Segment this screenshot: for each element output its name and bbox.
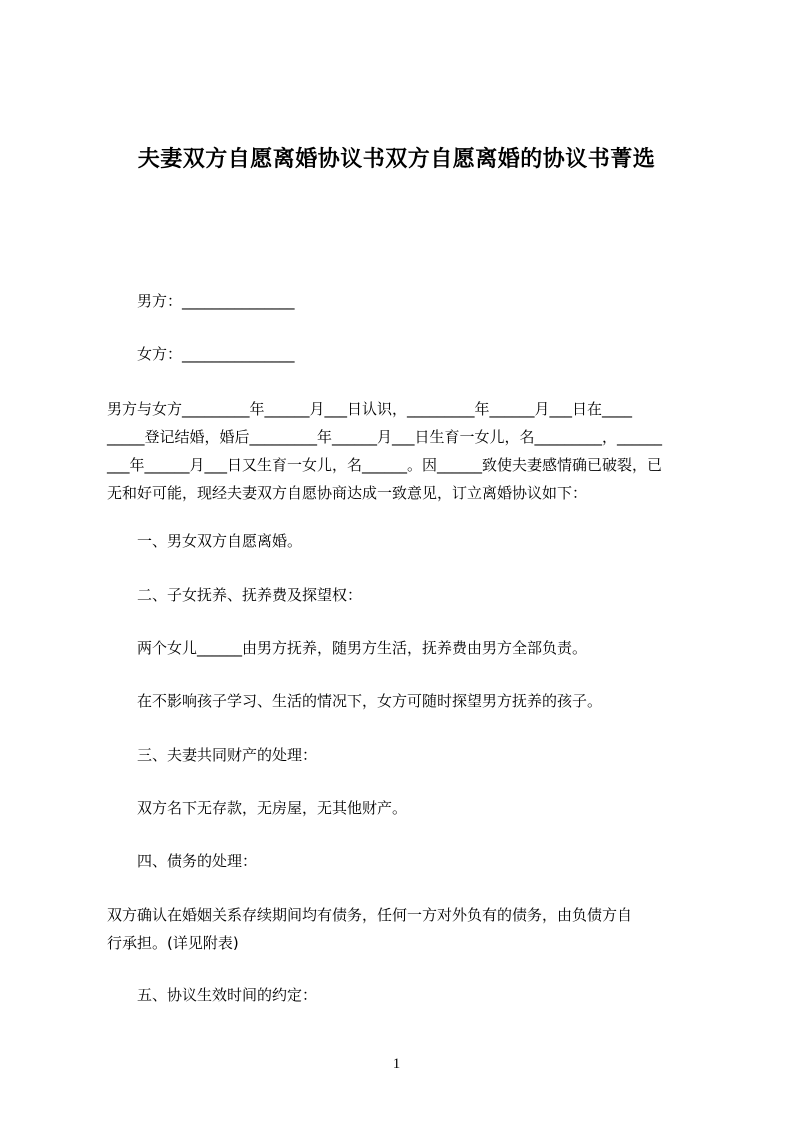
document-title: 夫妻双方自愿离婚协议书双方自愿离婚的协议书菁选: [137, 147, 656, 172]
intro-paragraph: 男方与女方_________年______月___日认识，_________年______月___日在____ _____登记结婚，婚后_________年______月___日生育一女儿，名_________，______ ___年______月___日又生育一女儿，名______。因______致使夫妻感情确已破裂，已 无和好可能，现经夫妻双方自愿协商达成一致意见，订立离婚协议如下：: [107, 400, 663, 502]
section-3-heading: 三、夫妻共同财产的处理：: [137, 746, 318, 764]
male-party-field: 男方：_______________: [137, 292, 295, 310]
page-number: 1: [392, 1056, 401, 1072]
section-1-heading: 一、男女双方自愿离婚。: [137, 532, 303, 550]
section-4-heading: 四、债务的处理：: [137, 852, 258, 870]
female-party-field: 女方：_______________: [137, 345, 295, 363]
section-3-property-line: 双方名下无存款，无房屋，无其他财产。: [137, 799, 408, 817]
section-4-debt-paragraph: 双方确认在婚姻关系存续期间均有债务，任何一方对外负有的债务，由负债方自 行承担。(详见附表): [107, 906, 633, 952]
section-2-visitation-line: 在不影响孩子学习、生活的情况下，女方可随时探望男方抚养的孩子。: [137, 692, 603, 710]
section-2-heading: 二、子女抚养、抚养费及探望权：: [137, 586, 363, 604]
section-5-heading: 五、协议生效时间的约定：: [137, 986, 318, 1004]
section-2-custody-line: 两个女儿______由男方抚养，随男方生活，抚养费由男方全部负责。: [137, 639, 588, 657]
